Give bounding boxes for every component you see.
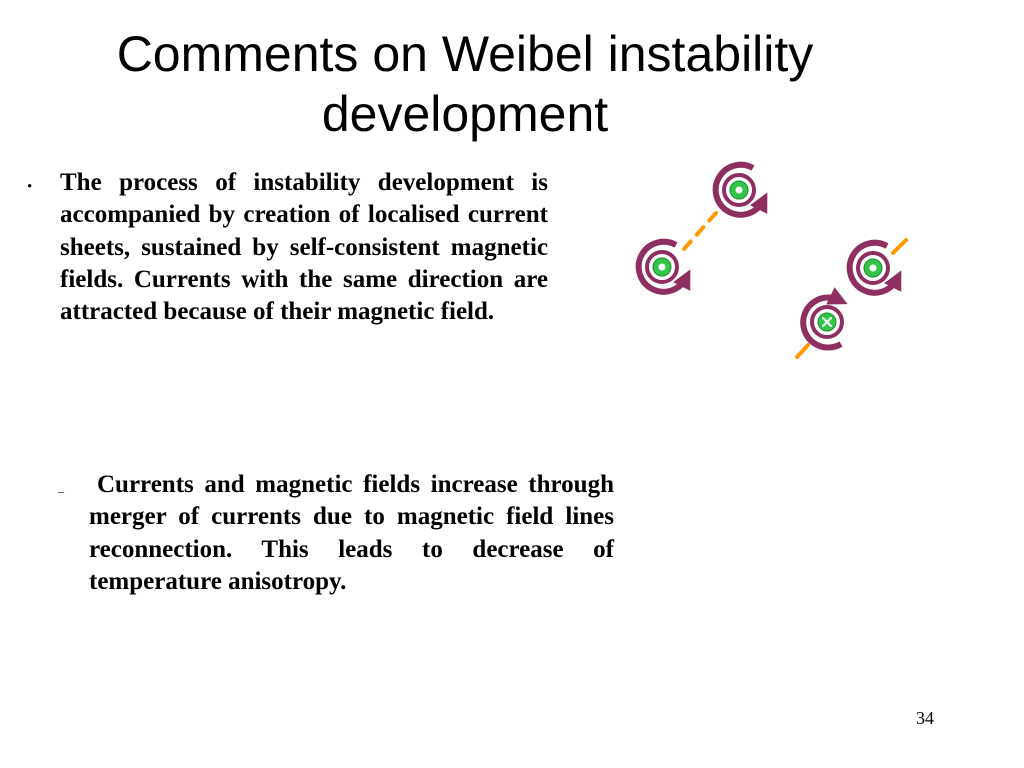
current-filament-top [716, 165, 763, 215]
sub-bullet-marker: – [58, 484, 64, 498]
current-out-dot [870, 265, 877, 272]
connector-line-right [893, 240, 906, 253]
page-number: 34 [916, 708, 934, 728]
connector-line-lower [797, 345, 808, 357]
connector-line-upper [684, 213, 716, 249]
bullet-marker: • [27, 179, 33, 195]
bullet-paragraph: The process of instability development is accompanied by creation of localised current sheets, sustained by self-consistent magnetic fields. Currents with the same direction are attracted because of their magnetic field. [60, 169, 548, 326]
current-filament-left [639, 242, 686, 292]
current-filament-bottom [803, 298, 842, 348]
slide-title: Comments on Weibel instability development [116, 26, 814, 142]
connector-lines [684, 213, 906, 357]
current-filament-right [850, 243, 897, 293]
current-filaments-diagram [620, 150, 920, 370]
sub-bullet-paragraph: Currents and magnetic fields increase through merger of currents due to magnetic field lines reconnection. This leads to decrease of temperature anisotropy. [89, 471, 614, 595]
current-out-dot [659, 264, 666, 271]
current-out-dot [736, 187, 743, 194]
